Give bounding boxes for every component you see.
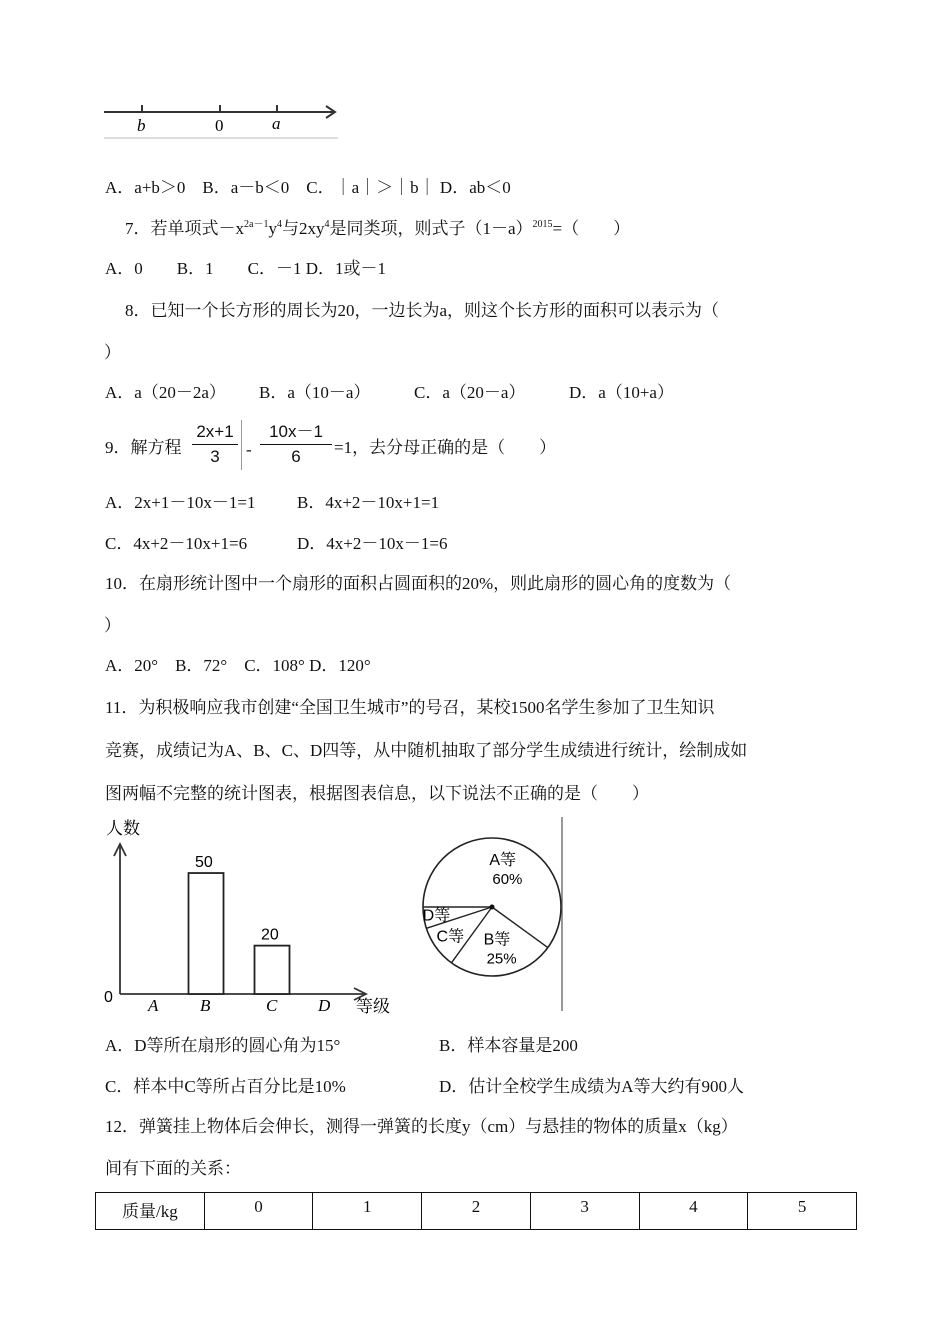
q9-suffix: =1，去分母正确的是（ ）	[334, 438, 557, 457]
table-row	[96, 1193, 857, 1230]
pie-slice-percent-A等: 60%	[492, 870, 523, 888]
q8-question-line1: 8．已知一个长方形的周长为20，一边长为a，则这个长方形的面积可以表示为（	[125, 301, 720, 320]
q11-option-b: B．样本容量是200	[439, 1036, 578, 1055]
q9-fraction-1-bar	[192, 444, 238, 445]
q11-question-line3: 图两幅不完整的统计图表，根据图表信息，以下说法不正确的是（ ）	[105, 784, 649, 803]
q9-fraction-1	[190, 421, 240, 468]
mass-table-cell: 0	[204, 1193, 313, 1230]
q9-minus: -	[246, 440, 252, 459]
q11-question-line1: 11．为积极响应我市创建“全国卫生城市”的号召，某校1500名学生参加了卫生知识	[105, 698, 715, 717]
q8-question-line2: ）	[104, 343, 121, 362]
q9-fraction-2	[258, 421, 334, 468]
number-line-label-b: b	[137, 116, 146, 135]
q9-fraction-1-denominator: 3	[210, 447, 220, 466]
q7-part1: 7．若单项式－x	[125, 219, 244, 238]
q9-fraction-1-numerator: 2x+1	[196, 422, 234, 441]
bar-chart-tick-label-a: A	[148, 996, 159, 1015]
number-line-label-0: 0	[215, 116, 224, 135]
mass-table-header: 质量/kg	[96, 1193, 205, 1230]
q8-option-b: B．a（10－a）	[259, 383, 371, 402]
q8-option-a: A．a（20－2a）	[105, 383, 226, 402]
mass-table	[95, 1192, 857, 1230]
q12-question-line2: 间有下面的关系：	[105, 1159, 241, 1178]
q9-image-edge	[241, 420, 242, 470]
q9-fraction-2-denominator: 6	[291, 447, 301, 466]
q10-options: A．20° B．72° C．108° D．120°	[105, 656, 371, 675]
bar-c-data-label: 20	[261, 926, 279, 944]
q6-options: A．a+b＞0 B．a－b＜0 C．｜a｜＞｜b｜ D．ab＜0	[105, 178, 511, 197]
bar-chart-xlabel: 等级	[356, 997, 390, 1016]
q9-option-d: D．4x+2－10x－1=6	[297, 534, 448, 553]
pie-slice-label-B等: B等	[483, 931, 511, 949]
pie-slice-label-A等: A等	[489, 851, 517, 869]
q7-part3: 与2xy	[281, 219, 325, 238]
pie-center-dot	[490, 905, 495, 910]
q8-option-d: D．a（10+a）	[569, 383, 674, 402]
q10-question-line1: 10．在扇形统计图中一个扇形的面积占圆面积的20%，则此扇形的圆心角的度数为（	[105, 574, 732, 593]
bar-chart-ylabel: 人数	[106, 819, 140, 838]
bar-chart	[100, 812, 390, 1016]
q9-fraction-2-numerator: 10x－1	[269, 422, 323, 441]
q7-part2: y	[268, 219, 277, 238]
number-line-label-a: a	[272, 114, 281, 133]
q9-prefix: 9．解方程	[105, 438, 182, 457]
number-line	[100, 98, 345, 142]
mass-table-cell: 2	[422, 1193, 531, 1230]
mass-table-cell: 4	[639, 1193, 748, 1230]
q9-fraction-2-bar	[260, 444, 332, 445]
q9-option-a: A．2x+1－10x－1=1	[105, 493, 256, 512]
bar-b-data-label: 50	[195, 854, 213, 872]
q11-option-d: D．估计全校学生成绩为A等大约有900人	[439, 1077, 745, 1096]
pie-slice-label-D等: D等	[422, 907, 451, 925]
mass-table-cell: 1	[313, 1193, 422, 1230]
bar-chart-tick-label-d: D	[318, 996, 331, 1015]
q9-option-c: C．4x+2－10x+1=6	[105, 534, 248, 553]
bar-b	[189, 873, 224, 994]
q10-question-line2: ）	[104, 616, 121, 635]
pie-chart	[410, 815, 570, 1013]
bar-c	[255, 946, 290, 994]
q9-option-b: B．4x+2－10x+1=1	[297, 493, 440, 512]
q12-question-line1: 12．弹簧挂上物体后会伸长，测得一弹簧的长度y（cm）与悬挂的物体的质量x（kg）	[105, 1117, 738, 1136]
q11-option-a: A．D等所在扇形的圆心角为15°	[105, 1036, 341, 1055]
mass-table-cell: 5	[748, 1193, 857, 1230]
pie-slice-label-C等: C等	[436, 928, 465, 946]
q7-question	[125, 219, 630, 239]
q7-sup2: 4	[276, 219, 282, 230]
q8-option-c: C．a（20－a）	[414, 383, 526, 402]
q7-sup1: 2a－1	[244, 219, 269, 230]
q11-option-c: C．样本中C等所占百分比是10%	[105, 1077, 346, 1096]
q7-options: A．0 B．1 C．－1 D．1或－1	[105, 259, 386, 278]
bar-chart-origin: 0	[104, 989, 113, 1006]
q7-sup4: 2015	[532, 219, 553, 230]
bar-chart-tick-label-c: C	[266, 996, 278, 1015]
q11-question-line2: 竞赛，成绩记为A、B、C、D四等，从中随机抽取了部分学生成绩进行统计，绘制成如	[105, 741, 748, 760]
q7-sup3: 4	[324, 219, 330, 230]
q7-part4: 是同类项，则式子（1－a）	[329, 219, 533, 238]
bar-chart-tick-label-b: B	[200, 996, 211, 1015]
pie-slice-percent-B等: 25%	[486, 950, 517, 968]
mass-table-cell: 3	[530, 1193, 639, 1230]
q7-part5: =（ ）	[552, 219, 631, 238]
